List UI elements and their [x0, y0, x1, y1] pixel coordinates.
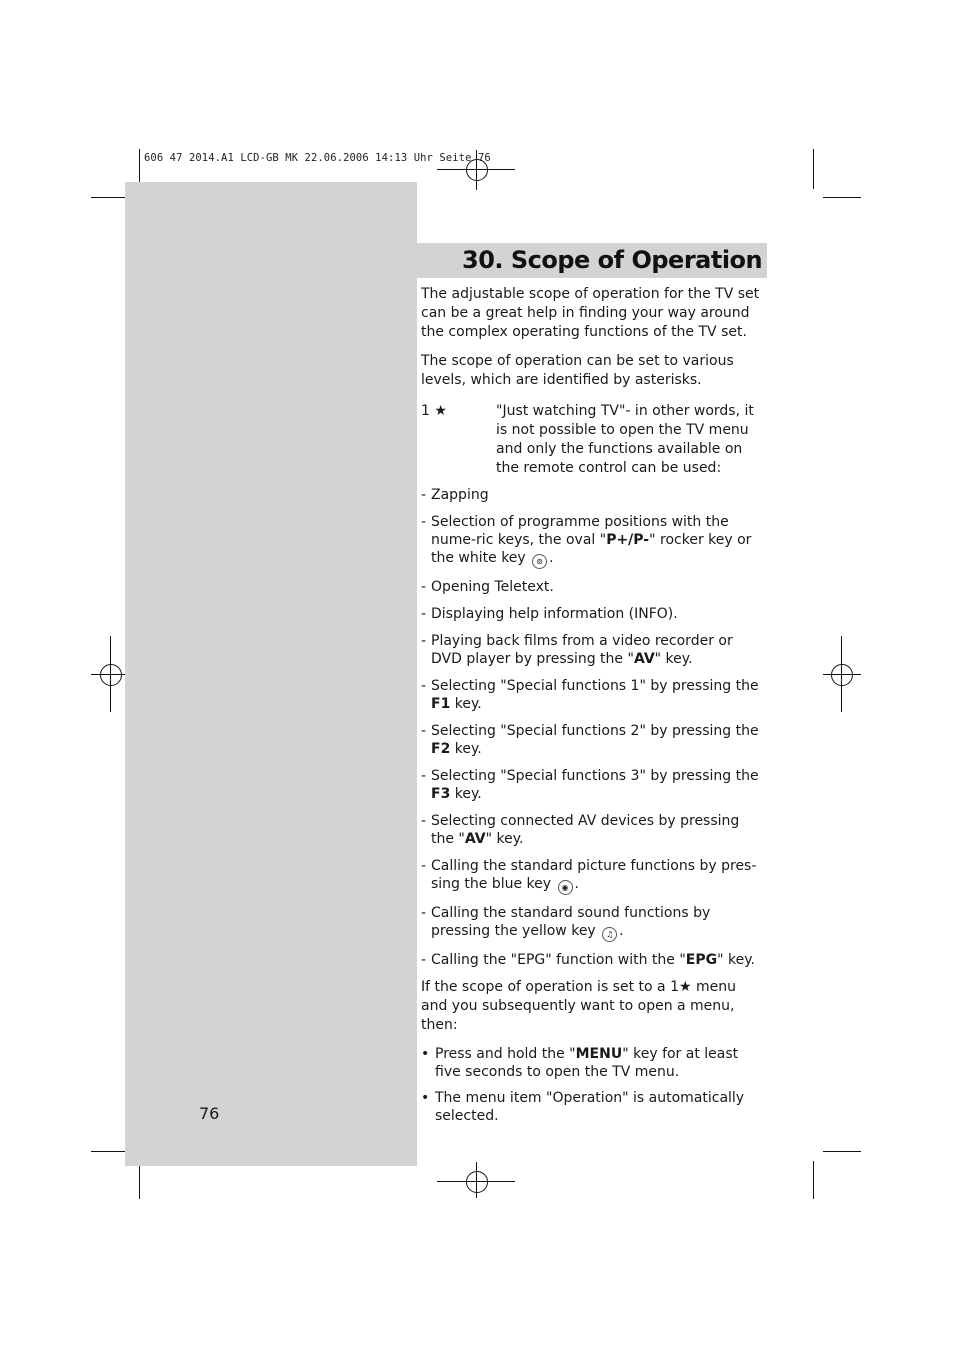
list-dash: -	[421, 514, 427, 530]
bullet-dot: •	[421, 1046, 430, 1062]
list-item: - Selection of programme positions with the nume-ric keys, the oval "P+/P-" rocker key or the white key ⊚ .	[421, 513, 766, 569]
list-dash: -	[421, 678, 427, 694]
list-dash: -	[421, 858, 427, 874]
intro-paragraph: The adjustable scope of operation for the TV set can be a great help in finding your way around the complex operating functions of the TV set.	[421, 286, 760, 340]
list-item: - Playing back films from a video recorder or DVD player by pressing the "AV" key.	[421, 633, 733, 667]
registration-circle	[466, 1171, 488, 1193]
level-number: 1	[421, 403, 430, 419]
list-dash: -	[421, 813, 427, 829]
list-dash: -	[421, 633, 427, 649]
list-dash: -	[421, 487, 427, 503]
list-item: - Calling the standard picture functions by pres-sing the blue key ◉ .	[421, 857, 766, 895]
key-label: MENU	[575, 1046, 623, 1062]
page-number: 76	[199, 1104, 220, 1123]
list-item: - Calling the "EPG" function with the "EPG" key.	[421, 952, 755, 968]
list-dash: -	[421, 905, 427, 921]
list-item: - Selecting "Special functions 2" by pressing the F2 key.	[421, 723, 759, 757]
crop-mark	[823, 1151, 861, 1152]
level-description: "Just watching TV"- in other words, it is not possible to open the TV menu and only the functions available on the remote control can be used:	[496, 403, 754, 476]
list-item: - Displaying help information (INFO).	[421, 606, 678, 622]
registration-circle	[100, 664, 122, 686]
menu-note: If the scope of operation is set to a 1★ menu and you subsequently want to open a menu, then:	[421, 979, 736, 1033]
key-label: EPG	[685, 952, 718, 968]
list-item: - Opening Teletext.	[421, 579, 554, 595]
level-one-definition	[421, 402, 766, 478]
blue-key-icon: ◉	[558, 880, 573, 895]
crop-mark	[813, 149, 814, 189]
star-icon: ★	[434, 403, 447, 419]
list-dash: -	[421, 768, 427, 784]
bullet-dot: •	[421, 1090, 430, 1106]
registration-circle	[831, 664, 853, 686]
main-content	[421, 285, 766, 1133]
intro-paragraph: The scope of operation can be set to various levels, which are identified by asterisks.	[421, 353, 734, 388]
bullet-item: • Press and hold the "MENU" key for at least five seconds to open the TV menu.	[421, 1046, 739, 1080]
crop-mark	[813, 1161, 814, 1199]
list-item: - Selecting connected AV devices by pressing the "AV" key.	[421, 813, 740, 847]
print-slug: 606 47 2014.A1 LCD-GB MK 22.06.2006 14:13 Uhr Seite 76	[144, 152, 491, 164]
list-dash: -	[421, 723, 427, 739]
page-title: 30. Scope of Operation	[417, 243, 767, 278]
star-icon: ★	[678, 979, 692, 995]
key-label: F1	[431, 696, 451, 712]
key-label: F3	[431, 786, 451, 802]
list-dash: -	[421, 952, 427, 968]
list-item: - Zapping	[421, 487, 489, 503]
list-dash: -	[421, 579, 427, 595]
crop-mark	[823, 197, 861, 198]
yellow-key-icon: ♫	[602, 927, 617, 942]
crop-mark	[139, 1161, 140, 1199]
key-label: P+/P-	[606, 532, 650, 548]
key-label: F2	[431, 741, 451, 757]
list-item: - Selecting "Special functions 3" by pressing the F3 key.	[421, 768, 759, 802]
left-margin-panel	[125, 182, 417, 1166]
list-dash: -	[421, 606, 427, 622]
key-label: AV	[633, 651, 655, 667]
list-item: - Calling the standard sound functions by pressing the yellow key ♫ .	[421, 904, 766, 942]
bullet-item: • The menu item "Operation" is automatically selected.	[421, 1090, 745, 1124]
white-key-icon: ⊚	[532, 554, 547, 569]
key-label: AV	[464, 831, 486, 847]
list-item: - Selecting "Special functions 1" by pressing the F1 key.	[421, 678, 759, 712]
